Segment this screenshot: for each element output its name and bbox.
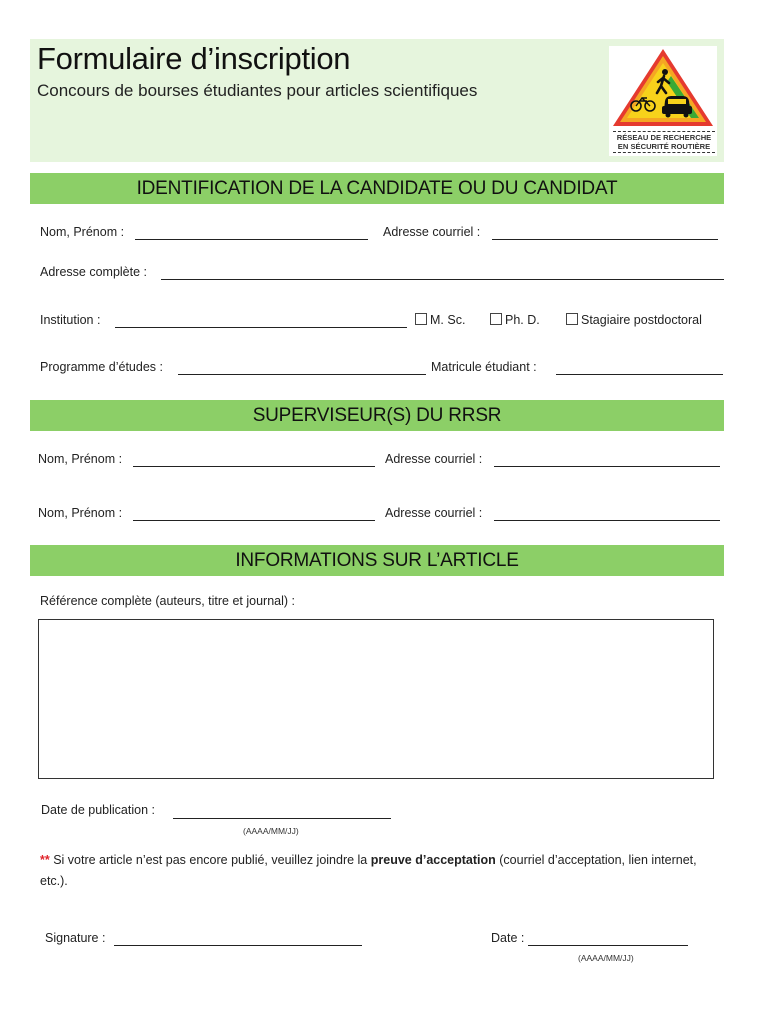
note-paragraph xyxy=(40,850,720,892)
phd-checkbox[interactable] xyxy=(490,313,502,325)
page-title: Formulaire d’inscription xyxy=(37,41,351,76)
matricule-field[interactable] xyxy=(556,374,723,375)
road-sign-icon xyxy=(609,46,717,130)
nom-label: Nom, Prénom : xyxy=(40,225,125,239)
sup1-courriel-label: Adresse courriel : xyxy=(385,452,483,466)
date-label: Date : xyxy=(491,931,525,945)
date-publication-format: (AAAA/MM/JJ) xyxy=(243,826,299,836)
postdoc-checkbox[interactable] xyxy=(566,313,578,325)
sup2-nom-field[interactable] xyxy=(133,520,375,521)
adresse-field[interactable] xyxy=(161,279,724,280)
section-header-identification: IDENTIFICATION DE LA CANDIDATE OU DU CANDIDAT xyxy=(30,173,724,204)
courriel-label: Adresse courriel : xyxy=(383,225,481,239)
nom-field[interactable] xyxy=(135,239,368,240)
note-stars: ** xyxy=(40,853,50,867)
note-text-before: Si votre article n’est pas encore publié, veuillez joindre la xyxy=(49,853,371,867)
msc-checkbox[interactable] xyxy=(415,313,427,325)
date-format: (AAAA/MM/JJ) xyxy=(578,953,634,963)
page-subtitle: Concours de bourses étudiantes pour articles scientifiques xyxy=(37,81,478,100)
programme-label: Programme d’études : xyxy=(40,360,163,374)
postdoc-label: Stagiaire postdoctoral xyxy=(581,313,702,327)
date-publication-label: Date de publication : xyxy=(41,803,155,817)
matricule-label: Matricule étudiant : xyxy=(431,360,537,374)
reference-label: Référence complète (auteurs, titre et journal) : xyxy=(40,594,295,608)
signature-field[interactable] xyxy=(114,945,362,946)
sup2-nom-label: Nom, Prénom : xyxy=(38,506,123,520)
adresse-label: Adresse complète : xyxy=(40,265,147,279)
note-text-after: (courriel d’acceptation, lien internet, etc.). xyxy=(40,853,697,888)
reference-textarea[interactable] xyxy=(38,619,714,779)
logo-line-1: RÉSEAU DE RECHERCHE xyxy=(616,133,712,142)
sup2-courriel-label: Adresse courriel : xyxy=(385,506,483,520)
institution-field[interactable] xyxy=(115,327,407,328)
date-publication-field[interactable] xyxy=(173,818,391,819)
logo-wordmark xyxy=(613,131,715,153)
sup2-courriel-field[interactable] xyxy=(494,520,720,521)
msc-label: M. Sc. xyxy=(430,313,466,327)
note-bold: preuve d’acceptation xyxy=(370,853,496,867)
section-header-superviseurs: SUPERVISEUR(S) DU RRSR xyxy=(30,400,724,431)
signature-label: Signature : xyxy=(45,931,106,945)
sup1-courriel-field[interactable] xyxy=(494,466,720,467)
section-header-article: INFORMATIONS SUR L’ARTICLE xyxy=(30,545,724,576)
sup1-nom-label: Nom, Prénom : xyxy=(38,452,123,466)
phd-label: Ph. D. xyxy=(505,313,540,327)
date-field[interactable] xyxy=(528,945,688,946)
sup1-nom-field[interactable] xyxy=(133,466,375,467)
logo-line-2: EN SÉCURITÉ ROUTIÈRE xyxy=(617,142,711,151)
institution-label: Institution : xyxy=(40,313,101,327)
programme-field[interactable] xyxy=(178,374,426,375)
courriel-field[interactable] xyxy=(492,239,718,240)
